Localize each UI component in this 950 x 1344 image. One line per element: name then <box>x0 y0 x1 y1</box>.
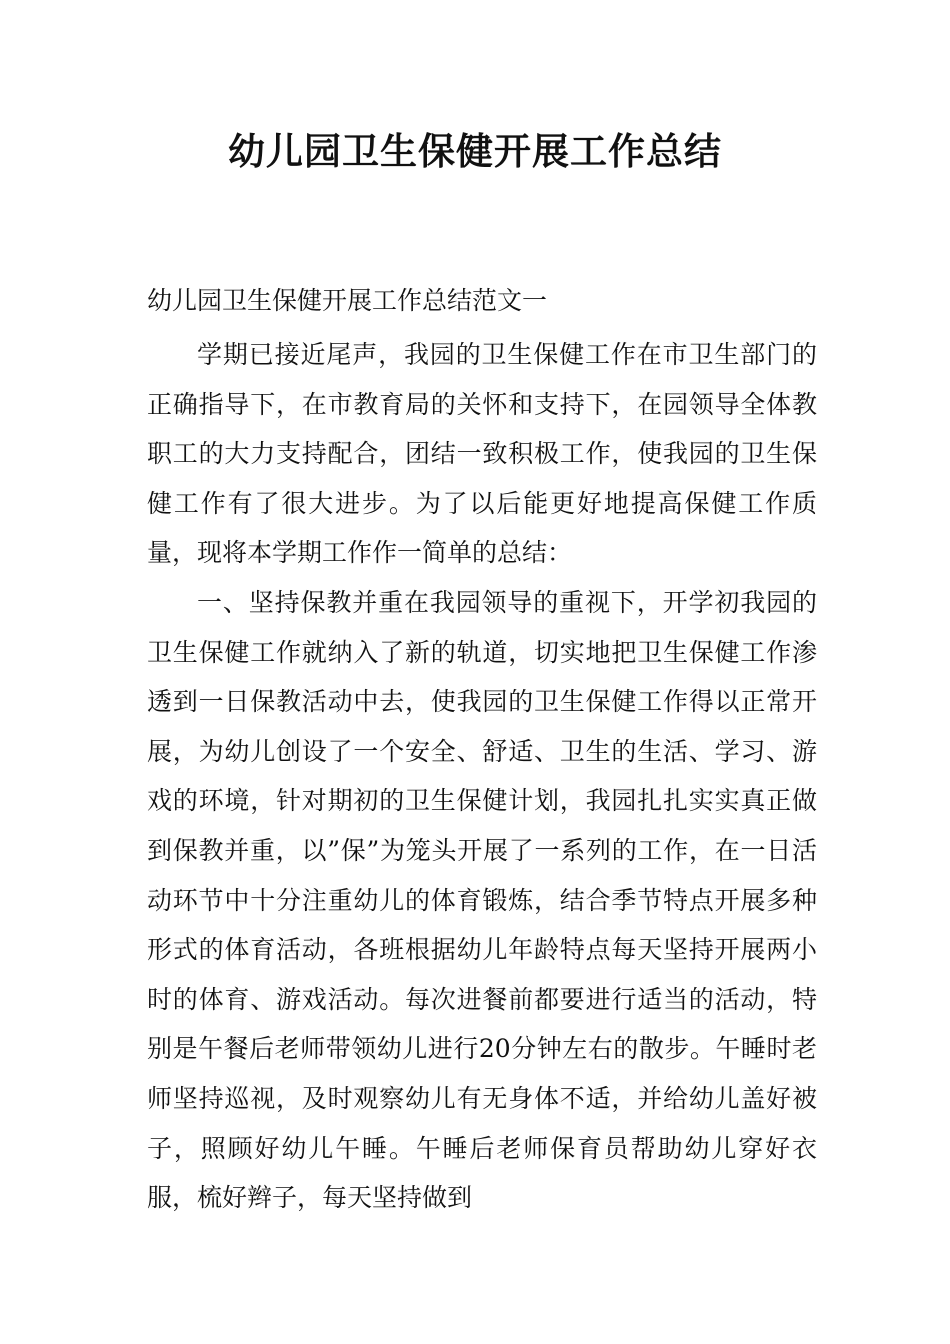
section-heading: 幼儿园卫生保健开展工作总结范文一 <box>147 286 548 315</box>
document-body <box>147 330 817 1223</box>
document-title: 幼儿园卫生保健开展工作总结 <box>228 130 722 173</box>
paragraph-intro: 学期已接近尾声，我园的卫生保健工作在市卫生部门的正确指导下，在市教育局的关怀和支持下，在园领导全体教职工的大力支持配合，团结一致积极工作，使我园的卫生保健工作有了很大进步。为了以后能更好地提高保健工作质量，现将本学期工作作一简单的总结： <box>147 340 817 568</box>
paragraph-section-one: 一、坚持保教并重在我园领导的重视下，开学初我园的卫生保健工作就纳入了新的轨道，切实地把卫生保健工作渗透到一日保教活动中去，使我园的卫生保健工作得以正常开展，为幼儿创设了一个安全、舒适、卫生的生活、学习、游戏的环境，针对期初的卫生保健计划，我园扎扎实实真正做到保教并重，以”保”为笼头开展了一系列的工作，在一日活动环节中十分注重幼儿的体育锻炼，结合季节特点开展多种形式的体育活动，各班根据幼儿年龄特点每天坚持开展两小时的体育、游戏活动。每次进餐前都要进行适当的活动，特别是午餐后老师带领幼儿进行20分钟左右的散步。午睡时老师坚持巡视，及时观察幼儿有无身体不适，并给幼儿盖好被子，照顾好幼儿午睡。午睡后老师保育员帮助幼儿穿好衣服，梳好辫子，每天坚持做到 <box>147 587 817 1213</box>
